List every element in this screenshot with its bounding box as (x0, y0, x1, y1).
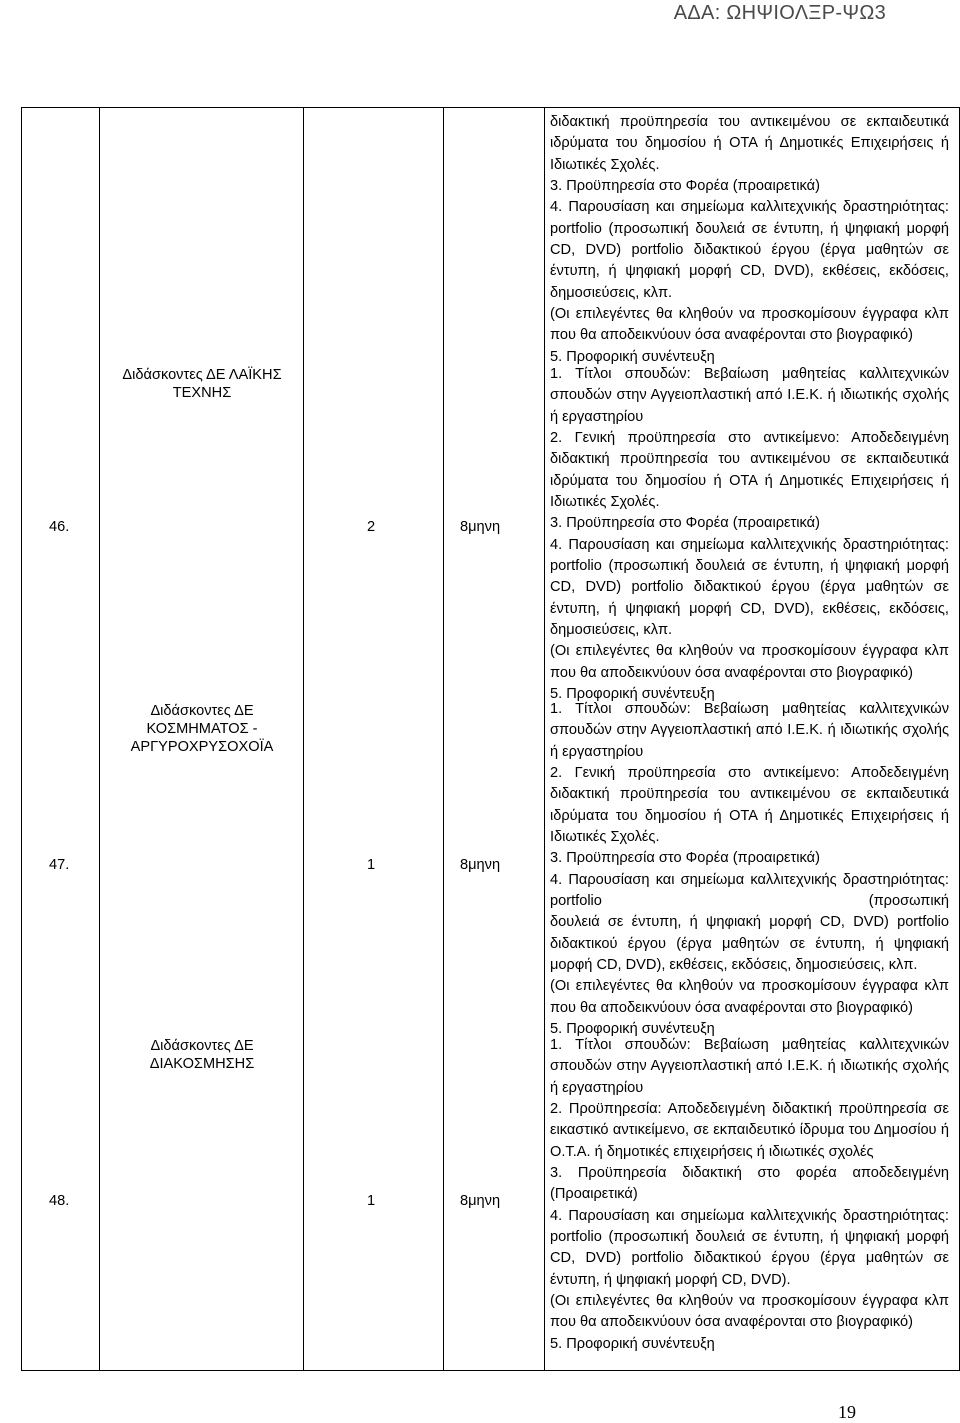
duration-46: 8μηνη (460, 519, 501, 535)
requirement-paragraph: δουλειά σε έντυπη, ή ψηφιακή μορφή CD, DVD) portfolio διδακτικού έργου (έργα μαθητών σε έντυπη, ή ψηφιακή μορφή CD, DVD), εκθέσεις, εκδόσεις, δημοσιεύσεις, κλπ. (550, 914, 949, 974)
requirement-paragraph: 3. Προϋπηρεσία στο Φορέα (προαιρετικά) (550, 850, 820, 867)
position-count-47: 1 (367, 857, 376, 873)
column-divider-3 (443, 107, 444, 1371)
table-top-border (21, 107, 960, 108)
requirement-paragraph: (Οι επιλεγέντες θα κληθούν να προσκομίσουν έγγραφα κλπ που θα αποδεικνύουν όσα αναφέρονται στο βιογραφικό) (550, 978, 949, 1016)
requirement-paragraph: 5. Προφορική συνέντευξη (550, 348, 715, 365)
requirement-paragraph: 3. Προϋπηρεσία στο Φορέα (προαιρετικά) (550, 178, 820, 195)
position-count-46: 2 (367, 519, 376, 535)
requirement-paragraph: 4. Παρουσίαση και σημείωμα καλλιτεχνικής δραστηριότητας: portfolio (προσωπική δουλειά σε έντυπη, ή ψηφιακή μορφή CD, DVD) portfolio διδακτικού έργου (έργα μαθητών σε έντυπη, ή ψηφιακή μορφή CD, DVD), εκθέσεις, εκδόσεις, δημοσιεύσεις, κλπ. (550, 199, 949, 301)
requirement-paragraph: 5. Προφορική συνέντευξη (550, 686, 715, 703)
requirement-paragraph: 4. Παρουσίαση και σημείωμα καλλιτεχνικής δραστηριότητας: portfolio (προσωπική δουλειά σε έντυπη, ή ψηφιακή μορφή CD, DVD) portfolio διδακτικού έργου (έργα μαθητών σε έντυπη, ή ψηφιακή μορφή CD, DVD). (550, 1207, 949, 1288)
specialty-cell-48: Διδάσκοντες ΔΕ ΔΙΑΚΟΣΜΗΣΗΣ (149, 1038, 255, 1072)
requirement-paragraph: 1. Τίτλοι σπουδών: Βεβαίωση μαθητείας καλλιτεχνικών σπουδών στην Αγγειοπλαστική από Ι.Ε.Κ. ή ιδιωτικής σχολής ή εργαστηρίου (550, 1037, 949, 1096)
duration-47: 8μηνη (460, 857, 501, 873)
requirements-block-continued (550, 112, 949, 368)
column-divider-4 (544, 107, 545, 1371)
row-number-48: 48. (49, 1193, 70, 1209)
requirements-block-47 (550, 699, 949, 1041)
requirement-paragraph: 4. Παρουσίαση και σημείωμα καλλιτεχνικής δραστηριότητας: portfolio (προσωπική δουλειά σε έντυπη, ή ψηφιακή μορφή CD, DVD) portfolio διδακτικού έργου (έργα μαθητών σε έντυπη, ή ψηφιακή μορφή CD, DVD), εκθέσεις, εκδόσεις, δημοσιεύσεις, κλπ. (550, 536, 949, 639)
requirement-paragraph: 5. Προφορική συνέντευξη (550, 1021, 715, 1038)
table-left-border (21, 107, 22, 1371)
position-count-48: 1 (367, 1193, 376, 1209)
row-number-47: 47. (49, 857, 70, 873)
requirement-paragraph: 3. Προϋπηρεσία διδακτική στο φορέα αποδεδειγμένη (Προαιρετικά) (550, 1165, 949, 1203)
requirement-paragraph: 1. Τίτλοι σπουδών: Βεβαίωση μαθητείας καλλιτεχνικών σπουδών στην Αγγειοπλαστική από Ι.Ε.Κ. ή ιδιωτικής σχολής ή εργαστηρίου (550, 366, 949, 425)
requirement-paragraph: διδακτική προϋπηρεσία του αντικειμένου σε εκπαιδευτικά ιδρύματα του δημοσίου ή ΟΤΑ ή Δημοτικές Επιχειρήσεις ή Ιδιωτικές Σχολές. (550, 114, 949, 173)
requirement-paragraph: 2. Προϋπηρεσία: Αποδεδειγμένη διδακτική προϋπηρεσία σε εικαστικό αντικείμενο, σε εκπαιδευτικό ίδρυμα του Δημοσίου ή Ο.Τ.Α. ή δημοτικές επιχειρήσεις ή ιδιωτικές σχολές (550, 1101, 949, 1160)
requirement-paragraph: 5. Προφορική συνέντευξη (550, 1335, 715, 1352)
specialty-cell-47: Διδάσκοντες ΔΕ ΚΟΣΜΗΜΑΤΟΣ - ΑΡΓΥΡΟΧΡΥΣΟΧΟΪΑ (130, 703, 274, 755)
document-code: ΑΔΑ: ΩΗΨΙΟΛΞΡ-ΨΩ3 (673, 2, 886, 24)
page-number: 19 (838, 1402, 856, 1422)
requirements-block-46 (550, 364, 949, 706)
duration-48: 8μηνη (460, 1193, 501, 1209)
specialty-cell-46: Διδάσκοντες ΔΕ ΛΑΪΚΗΣ ΤΕΧΝΗΣ (122, 367, 282, 401)
row-number-46: 46. (49, 519, 70, 535)
requirement-paragraph: 4. Παρουσίαση και σημείωμα καλλιτεχνικής δραστηριότητας: portfolio (προσωπική (550, 871, 949, 910)
requirement-paragraph: (Οι επιλεγέντες θα κληθούν να προσκομίσουν έγγραφα κλπ που θα αποδεικνύουν όσα αναφέρονται στο βιογραφικό) (550, 643, 949, 681)
table-bottom-border (21, 1370, 960, 1371)
requirement-paragraph: 1. Τίτλοι σπουδών: Βεβαίωση μαθητείας καλλιτεχνικών σπουδών στην Αγγειοπλαστική από Ι.Ε.Κ. ή ιδιωτικής σχολής ή εργαστηρίου (550, 701, 949, 760)
requirement-paragraph: 3. Προϋπηρεσία στο Φορέα (προαιρετικά) (550, 515, 820, 532)
column-divider-1 (99, 107, 100, 1371)
requirement-paragraph: 2. Γενική προϋπηρεσία στο αντικείμενο: Αποδεδειγμένη διδακτική προϋπηρεσία του αντικειμένου σε εκπαιδευτικά ιδρύματα του δημοσίου ή ΟΤΑ ή Δημοτικές Επιχειρήσεις ή Ιδιωτικές Σχολές. (550, 765, 949, 846)
requirement-paragraph: (Οι επιλεγέντες θα κληθούν να προσκομίσουν έγγραφα κλπ που θα αποδεικνύουν όσα αναφέρονται στο βιογραφικό) (550, 1293, 949, 1331)
requirement-paragraph: (Οι επιλεγέντες θα κληθούν να προσκομίσουν έγγραφα κλπ που θα αποδεικνύουν όσα αναφέρονται στο βιογραφικό) (550, 306, 949, 344)
column-divider-2 (303, 107, 304, 1371)
requirement-paragraph: 2. Γενική προϋπηρεσία στο αντικείμενο: Αποδεδειγμένη διδακτική προϋπηρεσία του αντικειμένου σε εκπαιδευτικά ιδρύματα του δημοσίου ή ΟΤΑ ή Δημοτικές Επιχειρήσεις ή Ιδιωτικές Σχολές. (550, 430, 949, 511)
requirements-block-48 (550, 1035, 949, 1355)
